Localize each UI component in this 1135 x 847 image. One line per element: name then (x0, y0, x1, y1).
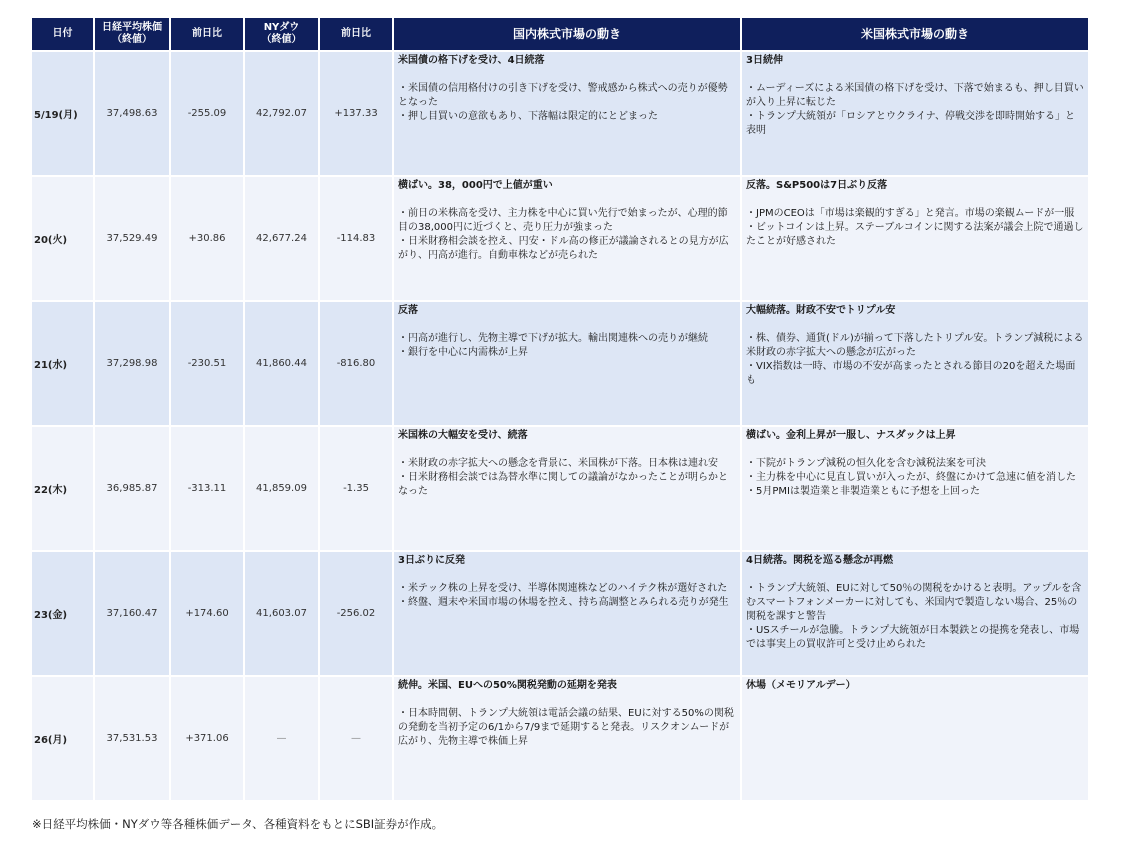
market-table (30, 16, 1090, 802)
japan-headline: 3日ぶりに反発 (398, 555, 465, 566)
nikkei-close-cell: 37,160.47 (95, 552, 169, 675)
japan-bullet: ・終盤、週末や米国市場の休場を控え、持ち高調整とみられる売りが発生 (398, 597, 729, 608)
nikkei-close-cell: 37,498.63 (95, 52, 169, 175)
japan-market-cell (394, 302, 740, 425)
header-dow: NYダウ （終値） (245, 18, 318, 50)
us-headline: 大幅続落。財政不安でトリプル安 (746, 305, 896, 316)
dow-change-cell: -114.83 (320, 177, 392, 300)
us-bullet: ・USスチールが急騰。トランプ大統領が日本製鉄との提携を発表し、市場では事実上の買収許可と受け止められた (746, 625, 1080, 650)
nikkei-close-cell: 36,985.87 (95, 427, 169, 550)
footnote: ※日経平均株価・NYダウ等各種株価データ、各種資料をもとにSBI証券が作成。 (32, 817, 444, 831)
nikkei-close-cell: 37,531.53 (95, 677, 169, 800)
nikkei-close-cell: 37,529.49 (95, 177, 169, 300)
nikkei-change-cell: -313.11 (171, 427, 243, 550)
date-cell: 26(月) (32, 677, 93, 800)
nikkei-change-cell: -230.51 (171, 302, 243, 425)
dow-close-cell: 41,860.44 (245, 302, 318, 425)
header-us-market: 米国株式市場の動き (742, 18, 1088, 50)
nikkei-close-cell: 37,298.98 (95, 302, 169, 425)
dow-change-cell: -256.02 (320, 552, 392, 675)
table-row (32, 52, 1088, 175)
header-date: 日付 (32, 18, 93, 50)
nikkei-change-cell: +174.60 (171, 552, 243, 675)
japan-bullet: ・米国債の信用格付けの引き下げを受け、警戒感から株式への売りが優勢となった (398, 83, 728, 108)
japan-headline: 米国株の大幅安を受け、続落 (398, 430, 528, 441)
us-bullet: ・JPMのCEOは「市場は楽観的すぎる」と発言。市場の楽観ムードが一服 (746, 208, 1075, 219)
us-headline: 休場（メモリアルデー） (746, 680, 856, 691)
header-dow-change: 前日比 (320, 18, 392, 50)
dow-close-cell: 42,677.24 (245, 177, 318, 300)
japan-bullet: ・押し目買いの意欲もあり、下落幅は限定的にとどまった (398, 111, 658, 122)
us-market-cell (742, 427, 1088, 550)
japan-market-cell (394, 677, 740, 800)
japan-bullet: ・日米財務相会談では為替水準に関しての議論がなかったことが明らかとなった (398, 472, 728, 497)
us-headline: 横ばい。金利上昇が一服し、ナスダックは上昇 (746, 430, 956, 441)
us-bullet: ・トランプ大統領、EUに対して50％の関税をかけると表明。アップルを含むスマートフォンメーカーに対しても、米国内で製造しない場合、25％の関税を課すと警告 (746, 583, 1082, 622)
table-row (32, 552, 1088, 675)
japan-headline: 米国債の格下げを受け、4日続落 (398, 55, 545, 66)
us-market-cell (742, 677, 1088, 800)
date-cell: 20(火) (32, 177, 93, 300)
us-bullet: ・5月PMIは製造業と非製造業ともに予想を上回った (746, 486, 980, 497)
date-cell: 23(金) (32, 552, 93, 675)
us-bullet: ・下院がトランプ減税の恒久化を含む減税法案を可決 (746, 458, 986, 469)
us-market-cell (742, 302, 1088, 425)
us-market-cell (742, 552, 1088, 675)
japan-bullet: ・日本時間朝、トランプ大統領は電話会議の結果、EUに対する50%の関税の発動を当初予定の6/1から7/9まで延期すると発表。リスクオンムードが広がり、先物主導で株価上昇 (398, 708, 734, 747)
header-japan-market: 国内株式市場の動き (394, 18, 740, 50)
date-cell: 5/19(月) (32, 52, 93, 175)
date-cell: 22(木) (32, 427, 93, 550)
nikkei-change-cell: -255.09 (171, 52, 243, 175)
table-row (32, 677, 1088, 800)
japan-headline: 横ばい。38，000円で上値が重い (398, 180, 553, 191)
us-headline: 4日続落。関税を巡る懸念が再燃 (746, 555, 893, 566)
japan-bullet: ・前日の米株高を受け、主力株を中心に買い先行で始まったが、心理的節目の38,000円に近づくと、売り圧力が強まった (398, 208, 728, 233)
table-row (32, 302, 1088, 425)
dow-change-cell: -816.80 (320, 302, 392, 425)
japan-bullet: ・円高が進行し、先物主導で下げが拡大。輸出関連株への売りが継続 (398, 333, 708, 344)
us-headline: 反落。S&P500は7日ぶり反落 (746, 180, 888, 191)
us-headline: 3日続伸 (746, 55, 783, 66)
us-market-cell (742, 177, 1088, 300)
japan-bullet: ・日米財務相会談を控え、円安・ドル高の修正が議論されるとの見方が広がり、円高が進行。自動車株などが売られた (398, 236, 729, 261)
market-table-container (32, 16, 1088, 802)
table-row (32, 177, 1088, 300)
header-nikkei-change: 前日比 (171, 18, 243, 50)
dow-close-cell: 42,792.07 (245, 52, 318, 175)
japan-market-cell (394, 177, 740, 300)
japan-bullet: ・銀行を中心に内需株が上昇 (398, 347, 528, 358)
header-row (32, 18, 1088, 50)
japan-bullet: ・米テック株の上昇を受け、半導体関連株などのハイテク株が選好された (398, 583, 728, 594)
date-cell: 21(水) (32, 302, 93, 425)
us-bullet: ・VIX指数は一時、市場の不安が高まったとされる節目の20を超えた場面も (746, 361, 1076, 386)
dow-close-cell: — (245, 677, 318, 800)
dow-change-cell: +137.33 (320, 52, 392, 175)
us-bullet: ・ビットコインは上昇。ステーブルコインに関する法案が議会上院で通過したことが好感された (746, 222, 1084, 247)
nikkei-change-cell: +371.06 (171, 677, 243, 800)
japan-headline: 反落 (398, 305, 418, 316)
table-row (32, 427, 1088, 550)
dow-close-cell: 41,859.09 (245, 427, 318, 550)
dow-close-cell: 41,603.07 (245, 552, 318, 675)
us-market-cell (742, 52, 1088, 175)
japan-market-cell (394, 52, 740, 175)
japan-market-cell (394, 427, 740, 550)
japan-headline: 続伸。米国、EUへの50%関税発動の延期を発表 (398, 680, 617, 691)
japan-bullet: ・米財政の赤字拡大への懸念を背景に、米国株が下落。日本株は連れ安 (398, 458, 718, 469)
header-nikkei: 日経平均株価 （終値） (95, 18, 169, 50)
dow-change-cell: — (320, 677, 392, 800)
us-bullet: ・株、債券、通貨(ドル)が揃って下落したトリプル安。トランプ減税による米財政の赤字拡大への懸念が広がった (746, 333, 1084, 358)
nikkei-change-cell: +30.86 (171, 177, 243, 300)
japan-market-cell (394, 552, 740, 675)
us-bullet: ・主力株を中心に見直し買いが入ったが、終盤にかけて急速に値を消した (746, 472, 1076, 483)
dow-change-cell: -1.35 (320, 427, 392, 550)
us-bullet: ・ムーディーズによる米国債の格下げを受け、下落で始まるも、押し目買いが入り上昇に転じた (746, 83, 1084, 108)
us-bullet: ・トランプ大統領が「ロシアとウクライナ、停戦交渉を即時開始する」と表明 (746, 111, 1075, 136)
